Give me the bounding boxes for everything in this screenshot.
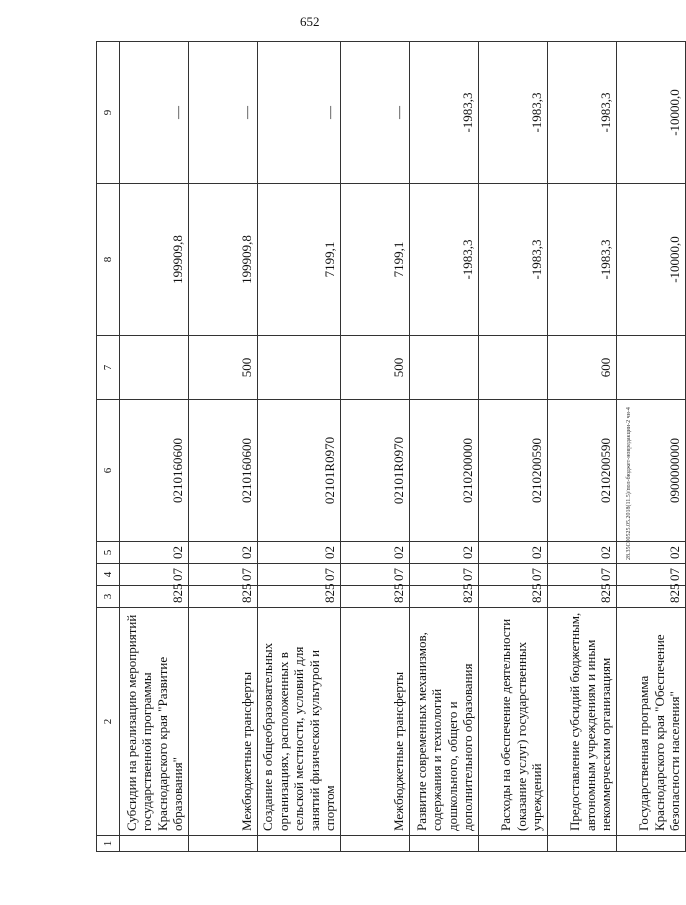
row-description: Развитие современных механизмов, содержания и технологий дошкольного, общего и дополнительного образования — [409, 608, 478, 836]
table-cell — [478, 336, 547, 400]
table-cell: -10000,0 — [616, 184, 685, 336]
table-cell — [409, 836, 478, 852]
table-cell: 07 — [340, 564, 409, 586]
table-cell: 07 — [547, 564, 616, 586]
table-cell: 199909,8 — [189, 184, 258, 336]
table-cell: -1983,3 — [547, 184, 616, 336]
column-header: 1 — [97, 836, 120, 852]
table-row — [120, 42, 189, 852]
table-cell: 500 — [189, 336, 258, 400]
table-cell: 825 — [409, 586, 478, 608]
table-row — [409, 42, 478, 852]
budget-table — [96, 41, 686, 852]
table-cell — [189, 836, 258, 852]
column-header: 2 — [97, 608, 120, 836]
table-cell: -1983,3 — [409, 184, 478, 336]
table-row — [478, 42, 547, 852]
table-cell: 02101R0970 — [258, 400, 341, 542]
table-cell: 825 — [120, 586, 189, 608]
table-cell: 02 — [409, 542, 478, 564]
table-cell: 0210160600 — [189, 400, 258, 542]
table-row — [258, 42, 341, 852]
row-description: Расходы на обеспечение деятельности (оказание услуг) государственных учреждений — [478, 608, 547, 836]
table-cell: 500 — [340, 336, 409, 400]
table-cell: 02 — [478, 542, 547, 564]
column-header: 5 — [97, 542, 120, 564]
table-cell: 02 — [616, 542, 685, 564]
table-cell: 0210200590 — [547, 400, 616, 542]
table-row — [547, 42, 616, 852]
row-description: Предоставление субсидий бюджетным, автономным учреждениям и иным некоммерческим организациям — [547, 608, 616, 836]
table-row — [189, 42, 258, 852]
column-header: 4 — [97, 564, 120, 586]
table-row — [340, 42, 409, 852]
table-cell: -1983,3 — [478, 42, 547, 184]
table-cell: 825 — [547, 586, 616, 608]
table-cell: 7199,1 — [258, 184, 341, 336]
table-cell: — — [189, 42, 258, 184]
table-cell — [258, 336, 341, 400]
table-cell: 825 — [478, 586, 547, 608]
table-cell: — — [258, 42, 341, 184]
table-cell: 02 — [258, 542, 341, 564]
table-cell: 0210200590 — [478, 400, 547, 542]
row-description: Межбюджетные трансферты — [189, 608, 258, 836]
column-header: 6 — [97, 400, 120, 542]
table-cell: 07 — [409, 564, 478, 586]
table-cell: 7199,1 — [340, 184, 409, 336]
table-cell: -10000,0 — [616, 42, 685, 184]
table-cell: -1983,3 — [478, 184, 547, 336]
table-cell — [409, 336, 478, 400]
table-cell: -1983,3 — [409, 42, 478, 184]
row-description: Государственная программа Краснодарского края "Обеспечение безопасности населения" — [616, 608, 685, 836]
column-header: 8 — [97, 184, 120, 336]
table-cell: 07 — [478, 564, 547, 586]
table-cell: 825 — [340, 586, 409, 608]
column-header: 9 — [97, 42, 120, 184]
table-cell — [616, 836, 685, 852]
table-cell: 07 — [616, 564, 685, 586]
table-cell: 02101R0970 — [340, 400, 409, 542]
table-cell — [616, 336, 685, 400]
table-cell — [120, 836, 189, 852]
document-code: 28.35С00525.05.2018(11.5)/пол-бюджет-новредакции-2 чн-4 — [626, 407, 632, 560]
table-cell: — — [120, 42, 189, 184]
table-cell — [258, 836, 341, 852]
table-cell: 02 — [189, 542, 258, 564]
table-cell: 07 — [189, 564, 258, 586]
table-cell: 0210200000 — [409, 400, 478, 542]
table-cell: -1983,3 — [547, 42, 616, 184]
table-cell — [547, 836, 616, 852]
table-cell — [478, 836, 547, 852]
table-cell: 02 — [120, 542, 189, 564]
row-description: Создание в общеобразовательных организациях, расположенных в сельской местности, условий для занятий физической культурой и спортом — [258, 608, 341, 836]
table-cell: 07 — [120, 564, 189, 586]
row-description: Субсидии на реализацию мероприятий государственной программы Краснодарского края "Развитие образования" — [120, 608, 189, 836]
table-cell: 0900000000 — [616, 400, 685, 542]
table-cell — [340, 836, 409, 852]
table-cell: 07 — [258, 564, 341, 586]
table-cell: 02 — [547, 542, 616, 564]
column-number-row — [97, 42, 120, 852]
table-cell: 825 — [258, 586, 341, 608]
table-cell: 825 — [189, 586, 258, 608]
table-cell: — — [340, 42, 409, 184]
column-header: 3 — [97, 586, 120, 608]
table-cell: 0210160600 — [120, 400, 189, 542]
page-number: 652 — [300, 14, 320, 29]
table-row — [616, 42, 685, 852]
table-cell: 199909,8 — [120, 184, 189, 336]
table-cell: 02 — [340, 542, 409, 564]
table-cell: 600 — [547, 336, 616, 400]
table-cell — [120, 336, 189, 400]
column-header: 7 — [97, 336, 120, 400]
row-description: Межбюджетные трансферты — [340, 608, 409, 836]
table-cell: 825 — [616, 586, 685, 608]
